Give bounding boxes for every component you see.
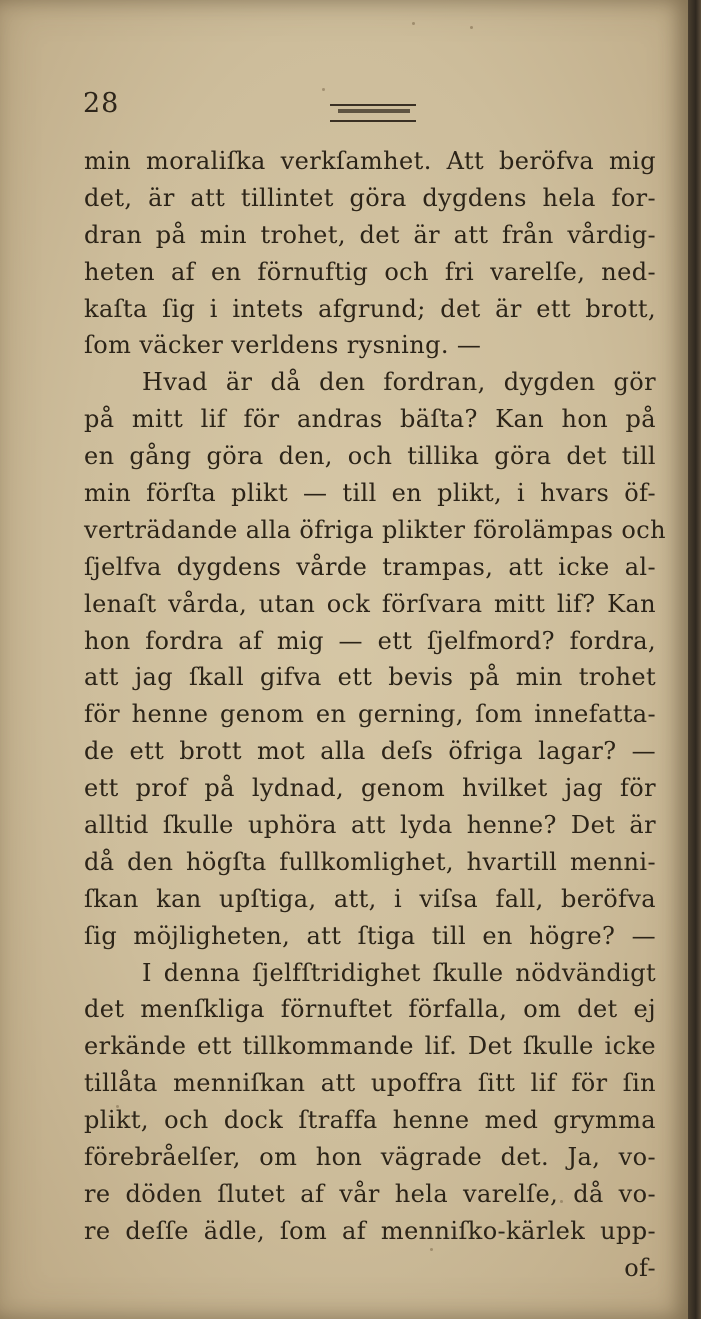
text-line: ſkan kan upſtiga, att, i viſsa fall, beröfva — [84, 884, 656, 913]
page-edge — [688, 0, 701, 1319]
text-line: en gång göra den, och tillika göra det till — [84, 442, 656, 471]
text-line: det, är att tillintet göra dygdens hela for- — [84, 183, 656, 212]
text-line: heten af en förnuftig och fri varelſe, ned- — [84, 257, 656, 286]
catchword: of- — [624, 1253, 656, 1282]
text-line: att jag ſkall gifva ett bevis på min trohet — [84, 663, 656, 692]
text-line: de ett brott mot alla deſs öfriga lagar? — — [84, 737, 656, 766]
text-line: ſig möjligheten, att ſtiga till en högre? — — [84, 921, 656, 950]
paper-speck — [470, 26, 473, 29]
text-line: ſjelfva dygdens vårde trampas, att icke al- — [84, 552, 656, 581]
text-line: för henne genom en gerning, ſom innefatta- — [84, 700, 656, 729]
paper-speck — [322, 88, 325, 91]
page-number: 28 — [83, 88, 120, 119]
text-line: dran på min trohet, det är att från vårdig- — [84, 220, 656, 249]
text-line: det menſkliga förnuftet förfalla, om det ej — [84, 995, 656, 1024]
text-line: tillåta menniſkan att upoffra ſitt lif för ſin — [84, 1069, 656, 1098]
body-text — [84, 143, 666, 1287]
text-line: I denna ſjelfſtridighet ſkulle nödvändigt — [142, 958, 656, 987]
text-line: då den högſta fullkomlighet, hvartill menni- — [84, 847, 656, 876]
text-line: alltid ſkulle uphöra att lyda henne? Det är — [84, 811, 656, 840]
header-rule — [330, 104, 416, 122]
text-line: förebråelſer, om hon vägrade det. Ja, vo- — [84, 1143, 656, 1172]
text-line: lenaſt vårda, utan ock förſvara mitt lif? Kan — [84, 589, 656, 618]
text-line: ett prof på lydnad, genom hvilket jag för — [84, 774, 656, 803]
text-line: ſom väcker verldens rysning. — — [84, 331, 482, 360]
text-line: kaſta ſig i intets afgrund; det är ett brott, — [84, 294, 656, 323]
text-line: Hvad är då den fordran, dygden gör — [142, 368, 656, 397]
text-line: på mitt lif för andras bäſta? Kan hon på — [84, 405, 656, 434]
text-line: re döden ſlutet af vår hela varelſe, då vo- — [84, 1179, 656, 1208]
text-line: verträdande alla öfriga plikter förolämpas och — [84, 515, 666, 544]
text-line: re deſſe ädle, ſom af menniſko-kärlek upp- — [84, 1216, 656, 1245]
text-line: hon fordra af mig — ett ſjelfmord? fordra, — [84, 626, 656, 655]
text-line: min moraliſka verkſamhet. Att beröfva mig — [84, 147, 656, 175]
text-line: min förſta plikt — till en plikt, i hvars öf- — [84, 479, 656, 508]
text-line: plikt, och dock ſtraffa henne med grymma — [84, 1106, 656, 1135]
text-line: erkände ett tillkommande lif. Det ſkulle icke — [84, 1032, 656, 1061]
paper-speck — [412, 22, 415, 25]
